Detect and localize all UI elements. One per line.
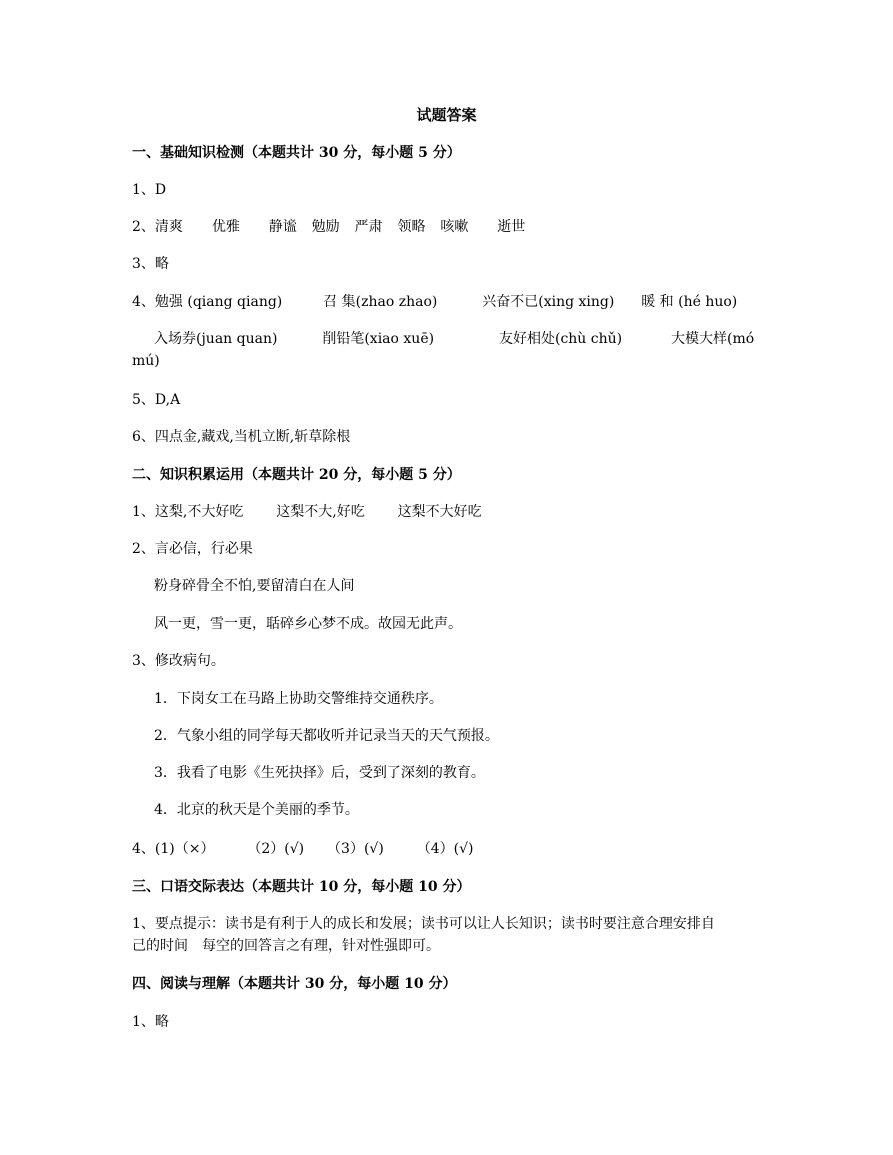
s2-a1-part-3: 这梨不大好吃 — [397, 504, 482, 520]
s1-a4-item-2: 召 集(zhao zhao) — [323, 294, 438, 310]
s3-answer-1-line-2: 己的时间 每空的回答言之有理，针对性强即可。 — [132, 938, 440, 954]
s1-a4-item-4: 暖 和 (hé huo) — [641, 294, 738, 310]
section-1-heading: 一、基础知识检测（本题共计 30 分，每小题 5 分） — [132, 145, 461, 161]
s4-answer-1: 1、略 — [132, 1014, 169, 1030]
s2-answer-3-title: 3、修改病句。 — [132, 653, 225, 669]
s1-answer-4-line-2 — [154, 328, 754, 350]
s1-a2-word-4: 勉励 — [311, 219, 340, 235]
section-2-heading: 二、知识积累运用（本题共计 20 分，每小题 5 分） — [132, 467, 461, 483]
s1-answer-3: 3、略 — [132, 256, 169, 272]
s3-answer-1-line-1: 1、要点提示：读书是有利于人的成长和发展；读书可以让人长知识；读书时要注意合理安排自 — [132, 916, 715, 932]
document-title: 试题答案 — [416, 106, 477, 124]
s1-a2-word-5: 严肃 — [354, 219, 383, 235]
s2-answer-1 — [132, 501, 482, 523]
s1-answer-4-line-3: mú) — [132, 353, 160, 369]
section-4-heading: 四、阅读与理解（本题共计 30 分，每小题 10 分） — [132, 976, 457, 992]
s2-a4-part-1: 4、(1)（×） — [132, 841, 215, 857]
s1-a2-word-2: 优雅 — [211, 219, 240, 235]
s2-answer-2-line-3: 风一更，雪一更，聒碎乡心梦不成。故园无此声。 — [154, 616, 462, 632]
s1-a2-word-6: 领略 — [397, 219, 426, 235]
section-3-heading: 三、口语交际表达（本题共计 10 分，每小题 10 分） — [132, 879, 471, 895]
s1-a4-item-6: 削铅笔(xiao xuē) — [322, 331, 435, 347]
s1-a2-word-7: 咳嗽 — [440, 219, 469, 235]
s2-answer-3-sentence-1: 1．下岗女工在马路上协助交警维持交通秩序。 — [154, 691, 443, 707]
s1-a2-word-3: 静谧 — [268, 219, 297, 235]
s1-answer-4-line-1 — [132, 291, 737, 313]
s2-answer-2-line-1: 2、言必信，行必果 — [132, 541, 253, 557]
s1-answer-5: 5、D,A — [132, 392, 181, 408]
s1-answer-6: 6、四点金,藏戏,当机立断,斩草除根 — [132, 429, 351, 445]
s1-answer-1: 1、D — [132, 182, 167, 198]
s1-answer-2 — [132, 216, 525, 238]
s1-a2-word-8: 逝世 — [497, 219, 526, 235]
s2-answer-2-line-2: 粉身碎骨全不怕,要留清白在人间 — [154, 578, 355, 594]
s2-a4-part-3: （3）(√) — [327, 841, 384, 857]
s2-answer-3-sentence-3: 3．我看了电影《生死抉择》后，受到了深刻的教育。 — [154, 765, 485, 781]
s1-a2-word-1: 2、清爽 — [132, 219, 183, 235]
s2-a4-part-2: （2）(√) — [247, 841, 305, 857]
s1-a4-item-8: 大模大样(mó — [671, 331, 755, 347]
s1-a4-item-5: 入场券(juan quan) — [154, 331, 278, 347]
s1-a4-item-3: 兴奋不已(xing xing) — [482, 294, 615, 310]
s1-a4-item-1: 4、勉强 (qiang qiang) — [132, 294, 283, 310]
s2-a4-part-4: （4）(√) — [416, 841, 474, 857]
s2-answer-4 — [132, 838, 473, 860]
s2-answer-3-sentence-4: 4．北京的秋天是个美丽的季节。 — [154, 802, 359, 818]
s2-answer-3-sentence-2: 2．气象小组的同学每天都收听并记录当天的天气预报。 — [154, 728, 499, 744]
s2-a1-part-2: 这梨不大,好吃 — [276, 504, 365, 520]
s2-a1-part-1: 1、这梨,不大好吃 — [132, 504, 244, 520]
s1-a4-item-7: 友好相处(chù chǔ) — [498, 331, 623, 347]
